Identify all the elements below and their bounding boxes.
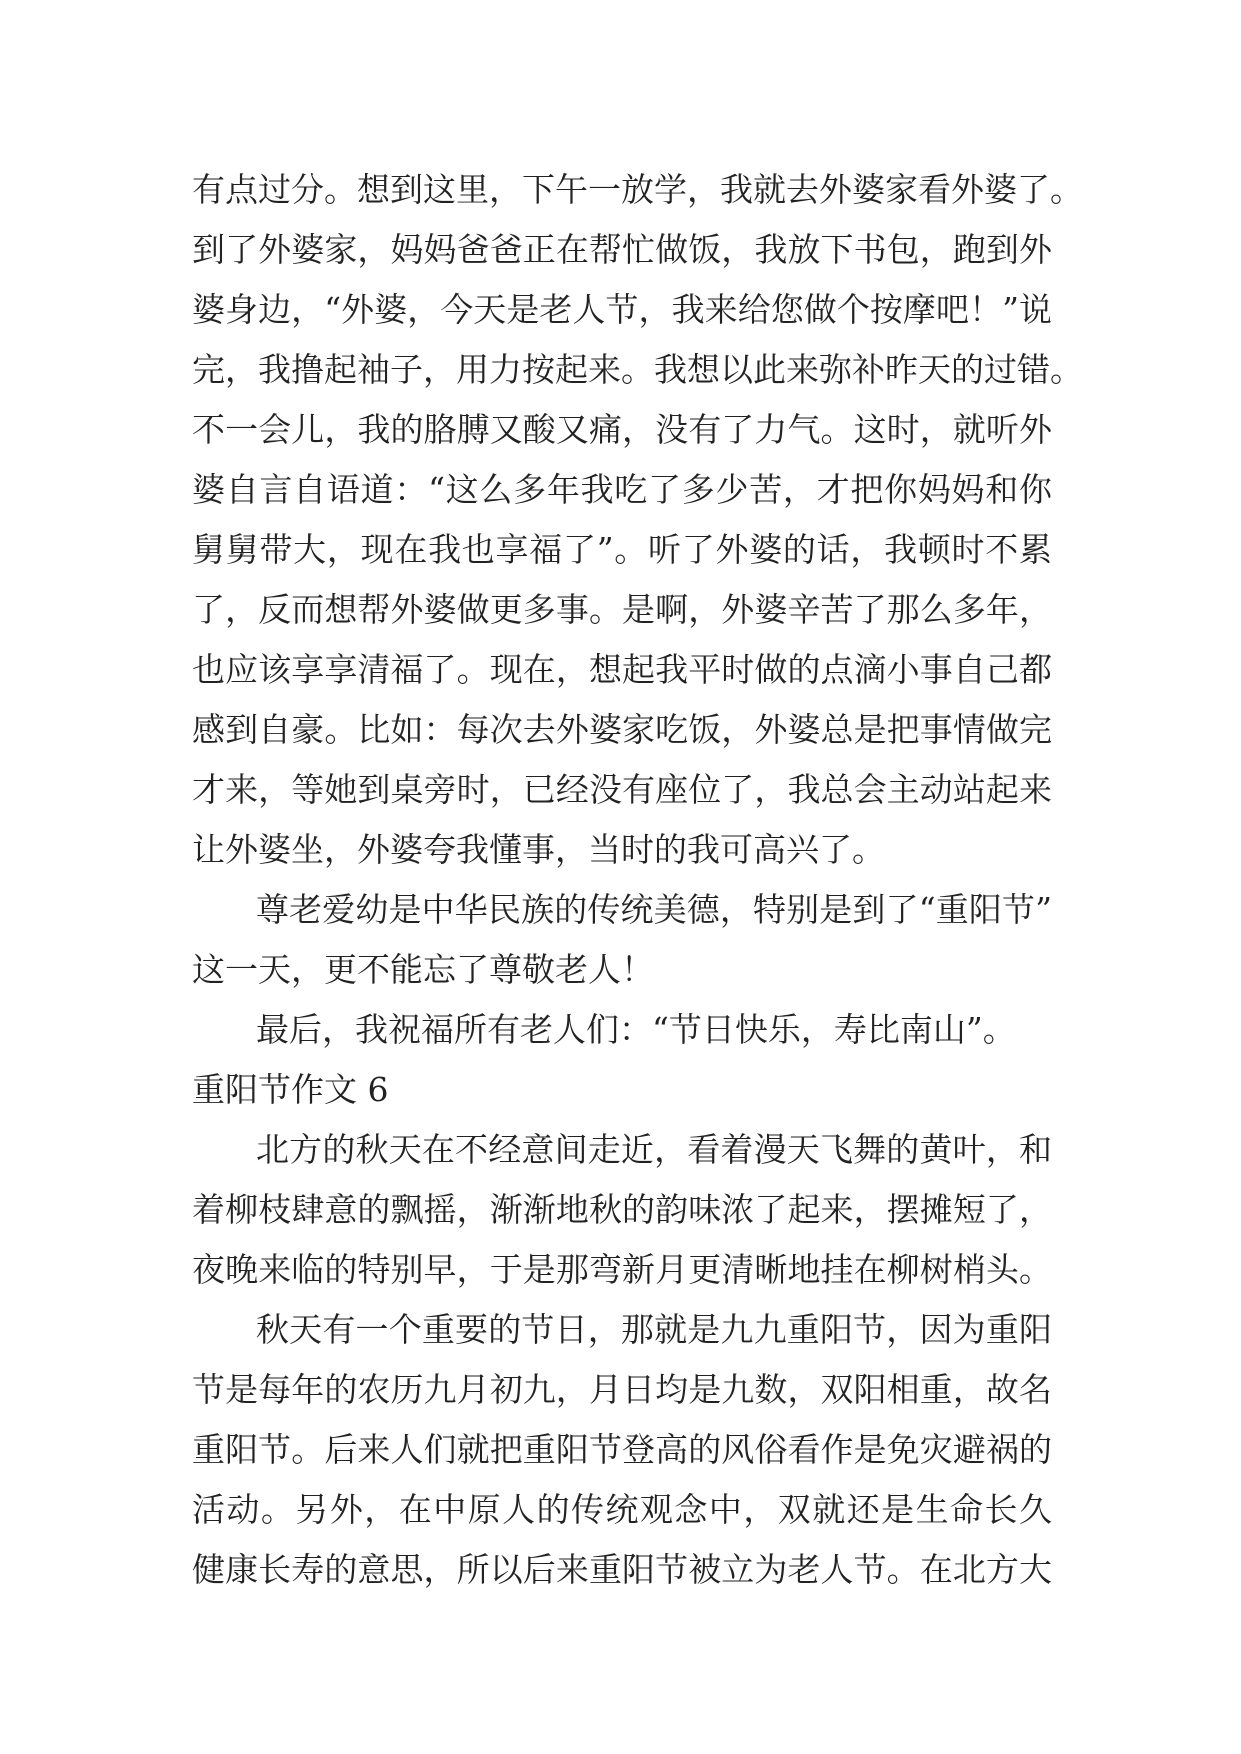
text-line: 婆自言自语道：“这么多年我吃了多少苦，才把你妈妈和你 <box>192 470 1052 509</box>
text-line: 夜晚来临的特别早，于是那弯新月更清晰地挂在柳树梢头。 <box>192 1250 1052 1289</box>
paragraph-first-line: 北方的秋天在不经意间走近，看着漫天飞舞的黄叶，和 <box>256 1130 1052 1169</box>
text-line: 完，我撸起袖子，用力按起来。我想以此来弥补昨天的过错。 <box>192 350 1083 389</box>
paragraph-first-line: 最后，我祝福所有老人们：“节日快乐，寿比南山”。 <box>256 1010 1016 1049</box>
text-line: 让外婆坐，外婆夸我懂事，当时的我可高兴了。 <box>192 830 885 869</box>
text-line: 活动。另外，在中原人的传统观念中，双就还是生命长久 <box>192 1490 1052 1529</box>
paragraph-first-line: 秋天有一个重要的节日，那就是九九重阳节，因为重阳 <box>256 1310 1052 1349</box>
text-line: 有点过分。想到这里，下午一放学，我就去外婆家看外婆了。 <box>192 170 1083 209</box>
text-line: 也应该享享清福了。现在，想起我平时做的点滴小事自己都 <box>192 650 1052 689</box>
text-line: 健康长寿的意思，所以后来重阳节被立为老人节。在北方大 <box>192 1550 1052 1589</box>
text-line: 才来，等她到桌旁时，已经没有座位了，我总会主动站起来 <box>192 770 1052 809</box>
text-line: 节是每年的农历九月初九，月日均是九数，双阳相重，故名 <box>192 1370 1052 1409</box>
text-line: 重阳节。后来人们就把重阳节登高的风俗看作是免灾避祸的 <box>192 1430 1052 1469</box>
paragraph-first-line: 尊老爱幼是中华民族的传统美德，特别是到了“重阳节” <box>256 890 1052 929</box>
section-heading: 重阳节作文 6 <box>192 1070 389 1109</box>
text-line: 不一会儿，我的胳膊又酸又痛，没有了力气。这时，就听外 <box>192 410 1052 449</box>
text-line: 婆身边，“外婆，今天是老人节，我来给您做个按摩吧！”说 <box>192 290 1052 329</box>
text-line: 舅舅带大，现在我也享福了”。听了外婆的话，我顿时不累 <box>192 530 1052 569</box>
text-line: 了，反而想帮外婆做更多事。是啊，外婆辛苦了那么多年， <box>192 590 1052 629</box>
text-line: 着柳枝肆意的飘摇，渐渐地秋的韵味浓了起来，摆摊短了， <box>192 1190 1052 1229</box>
text-line: 感到自豪。比如：每次去外婆家吃饭，外婆总是把事情做完 <box>192 710 1052 749</box>
text-line: 到了外婆家，妈妈爸爸正在帮忙做饭，我放下书包，跑到外 <box>192 230 1052 269</box>
text-line: 这一天，更不能忘了尊敬老人！ <box>192 950 654 989</box>
